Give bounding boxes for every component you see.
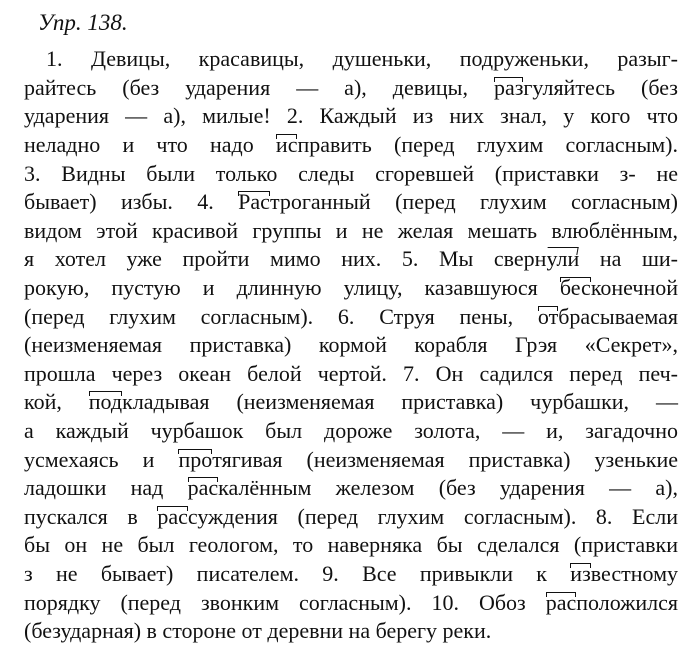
prefix-mark: Рас <box>238 188 270 217</box>
prefix-mark: под <box>89 388 122 417</box>
text-line: видом этой красивой группы и не желая мешать влюблённым, <box>24 217 678 243</box>
text-line: усмехаясь и протягивая (неизменяемая приставка) узенькие <box>24 446 678 475</box>
text-line: бы он не был геологом, то наверняка бы сделался (приставки <box>24 532 678 558</box>
prefix-mark: про <box>178 446 212 475</box>
prefix-mark: от <box>538 303 558 332</box>
text-line: рокую, пустую и длинную улицу, казавшуюся бесконечной <box>24 274 678 303</box>
text-line: райтесь (без ударения — а), девицы, разгуляйтесь (без <box>24 74 678 103</box>
text-line: порядку (перед звонким согласным). 10. Обоз расположился <box>24 589 678 618</box>
text-line: бывает) избы. 4. Растроганный (перед глухим согласным) <box>24 188 678 217</box>
text-line: 1. Девицы, красавицы, душеньки, подруженьки, разыг- <box>46 46 678 72</box>
text-line: пускался в рассуждения (перед глухим согласным). 8. Если <box>24 503 678 532</box>
text-line: ударения — а), милые! 2. Каждый из них знал, у кого что <box>24 103 678 129</box>
exercise-text <box>24 45 678 645</box>
prefix-mark: рас <box>546 589 577 618</box>
text-line: (безударная) в стороне от деревни на берегу реки. <box>24 618 492 644</box>
text-line: а каждый чурбашок был дороже золота, — и, загадочно <box>24 418 678 444</box>
text-line: кой, подкладывая (неизменяемая приставка) чурбашки, — <box>24 388 678 417</box>
exercise-title: Упр. 138. <box>38 10 128 35</box>
prefix-mark: ис <box>276 131 298 160</box>
text-line: з не бывает) писателем. 9. Все привыкли к известному <box>24 560 678 589</box>
prefix-mark: бес <box>560 274 591 303</box>
suffix-mark: ули <box>546 245 579 274</box>
text-line: я хотел уже пройти мимо них. 5. Мы свернули на ши- <box>24 245 678 274</box>
prefix-mark: рас <box>157 503 188 532</box>
prefix-mark: из <box>570 560 590 589</box>
prefix-mark: рас <box>188 474 219 503</box>
text-line: ладошки над раскалённым железом (без ударения — а), <box>24 474 678 503</box>
prefix-mark: раз <box>494 74 523 103</box>
text-line: прошла через океан белой чертой. 7. Он садился перед печ- <box>24 360 678 386</box>
text-line: неладно и что надо исправить (перед глухим согласным). <box>24 131 678 160</box>
text-line: (неизменяемая приставка) кормой корабля Грэя «Секрет», <box>24 332 678 358</box>
text-line: (перед глухим согласным). 6. Струя пены, отбрасываемая <box>24 303 678 332</box>
text-line: 3. Видны были только следы сгоревшей (приставки з- не <box>24 160 678 186</box>
